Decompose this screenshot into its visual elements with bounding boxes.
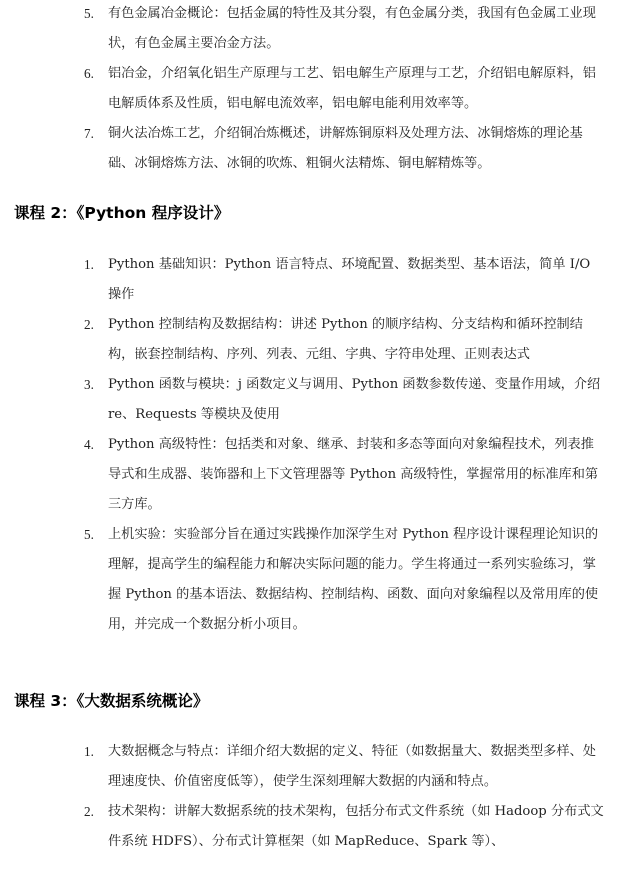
item-number: 5.: [84, 527, 94, 542]
item-number: 2.: [84, 804, 94, 819]
list-item: [84, 119, 606, 179]
list-item: [84, 520, 606, 640]
course-2-heading: 课程 2：《Python 程序设计》: [14, 204, 230, 222]
list-item: [84, 59, 606, 119]
item-number: 4.: [84, 437, 94, 452]
list-item: [84, 797, 606, 857]
item-text: Python 控制结构及数据结构：讲述 Python 的顺序结构、分支结构和循环控制结构，嵌套控制结构、序列、列表、元组、字典、字符串处理、正则表达式: [108, 317, 583, 362]
item-text: Python 基础知识：Python 语言特点、环境配置、数据类型、基本语法，简单 I/O 操作: [108, 257, 591, 302]
item-number: 2.: [84, 317, 94, 332]
item-number: 6.: [84, 66, 94, 81]
course-3-heading: 课程 3：《大数据系统概论》: [14, 692, 209, 710]
metallurgy-topic-list: [84, 0, 606, 179]
list-item: [84, 310, 606, 370]
item-text: 技术架构：讲解大数据系统的技术架构，包括分布式文件系统（如 Hadoop 分布式文件系统 HDFS）、分布式计算框架（如 MapReduce、Spark 等）、: [108, 804, 604, 849]
item-number: 1.: [84, 744, 94, 759]
item-text: Python 高级特性：包括类和对象、继承、封装和多态等面向对象编程技术，列表推导式和生成器、装饰器和上下文管理器等 Python 高级特性，掌握常用的标准库和第三方库。: [108, 437, 599, 512]
item-number: 3.: [84, 377, 94, 392]
item-text: 上机实验：实验部分旨在通过实践操作加深学生对 Python 程序设计课程理论知识的理解，提高学生的编程能力和解决实际问题的能力。学生将通过一系列实验练习，掌握 Python 的基本语法、数据结构、控制结构、函数、面向对象编程以及常用库的使用，并完成一个数据分析小项目。: [108, 527, 599, 632]
item-text: 大数据概念与特点：详细介绍大数据的定义、特征（如数据量大、数据类型多样、处理速度快、价值密度低等），使学生深刻理解大数据的内涵和特点。: [108, 744, 596, 789]
list-item: [84, 370, 606, 430]
list-item: [84, 250, 606, 310]
item-text: 铜火法冶炼工艺，介绍铜冶炼概述，讲解炼铜原料及处理方法、冰铜熔炼的理论基础、冰铜熔炼方法、冰铜的吹炼、粗铜火法精炼、铜电解精炼等。: [108, 126, 583, 171]
item-number: 7.: [84, 126, 94, 141]
item-number: 5.: [84, 6, 94, 21]
item-number: 1.: [84, 257, 94, 272]
item-text: 铝冶金，介绍氧化铝生产原理与工艺、铝电解生产原理与工艺，介绍铝电解原料，铝电解质体系及性质，铝电解电流效率，铝电解电能利用效率等。: [108, 66, 596, 111]
list-item: [84, 737, 606, 797]
list-item: [84, 0, 606, 59]
course-2-topic-list: [84, 250, 606, 640]
list-item: [84, 430, 606, 520]
item-text: 有色金属冶金概论：包括金属的特性及其分裂，有色金属分类，我国有色金属工业现状，有色金属主要冶金方法。: [108, 6, 596, 51]
course-3-topic-list: [84, 737, 606, 857]
item-text: Python 函数与模块：j 函数定义与调用、Python 函数参数传递、变量作用域，介绍 re、Requests 等模块及使用: [108, 377, 601, 422]
